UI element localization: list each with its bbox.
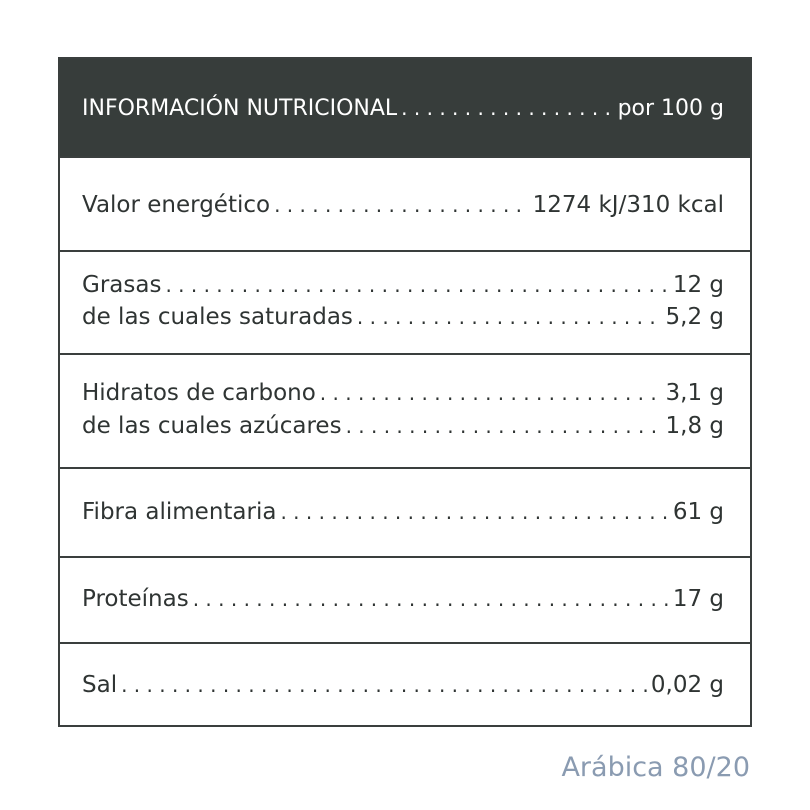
nutrient-label: Valor energético [82, 192, 271, 218]
nutrient-line [82, 670, 724, 700]
nutrient-value: 17 g [672, 586, 724, 612]
table-row-carbohydrates [60, 353, 750, 469]
nutrient-sub-line [82, 411, 724, 441]
table-row-protein [60, 556, 750, 644]
nutrient-line [82, 584, 724, 614]
nutrient-sub-value: 5,2 g [665, 304, 724, 330]
nutrient-value: 12 g [672, 272, 724, 298]
nutrient-line [82, 378, 724, 408]
dot-leader [357, 302, 662, 332]
dot-leader [401, 93, 613, 123]
dot-leader [320, 378, 662, 408]
table-row-salt [60, 642, 750, 727]
dot-leader [193, 584, 669, 614]
nutrient-sub-label: de las cuales saturadas [82, 304, 353, 330]
nutrient-sub-value: 1,8 g [665, 413, 724, 439]
header-line [82, 93, 724, 124]
nutrient-line [82, 497, 724, 527]
nutrient-label: Sal [82, 672, 118, 698]
nutrient-label: Grasas [82, 272, 162, 298]
nutrition-table [58, 57, 752, 727]
nutrient-line [82, 190, 724, 220]
dot-leader [280, 497, 668, 527]
table-row-energy [60, 156, 750, 252]
nutrient-line [82, 270, 724, 300]
nutrient-value: 1274 kJ/310 kcal [532, 192, 724, 218]
header-value: por 100 g [617, 96, 724, 121]
nutrient-value: 3,1 g [665, 380, 724, 406]
header-label: INFORMACIÓN NUTRICIONAL [82, 96, 398, 121]
table-header [60, 59, 750, 156]
nutrient-value: 0,02 g [650, 672, 724, 698]
nutrient-label: Fibra alimentaria [82, 499, 277, 525]
table-row-fiber [60, 467, 750, 558]
dot-leader [165, 270, 668, 300]
table-row-fats [60, 250, 750, 355]
dot-leader [346, 411, 662, 441]
nutrient-value: 61 g [672, 499, 724, 525]
dot-leader [121, 670, 647, 700]
nutrient-sub-line [82, 302, 724, 332]
nutrient-sub-label: de las cuales azúcares [82, 413, 342, 439]
nutrient-label: Proteínas [82, 586, 189, 612]
dot-leader [274, 190, 529, 220]
product-name: Arábica 80/20 [561, 752, 750, 783]
nutrient-label: Hidratos de carbono [82, 380, 316, 406]
